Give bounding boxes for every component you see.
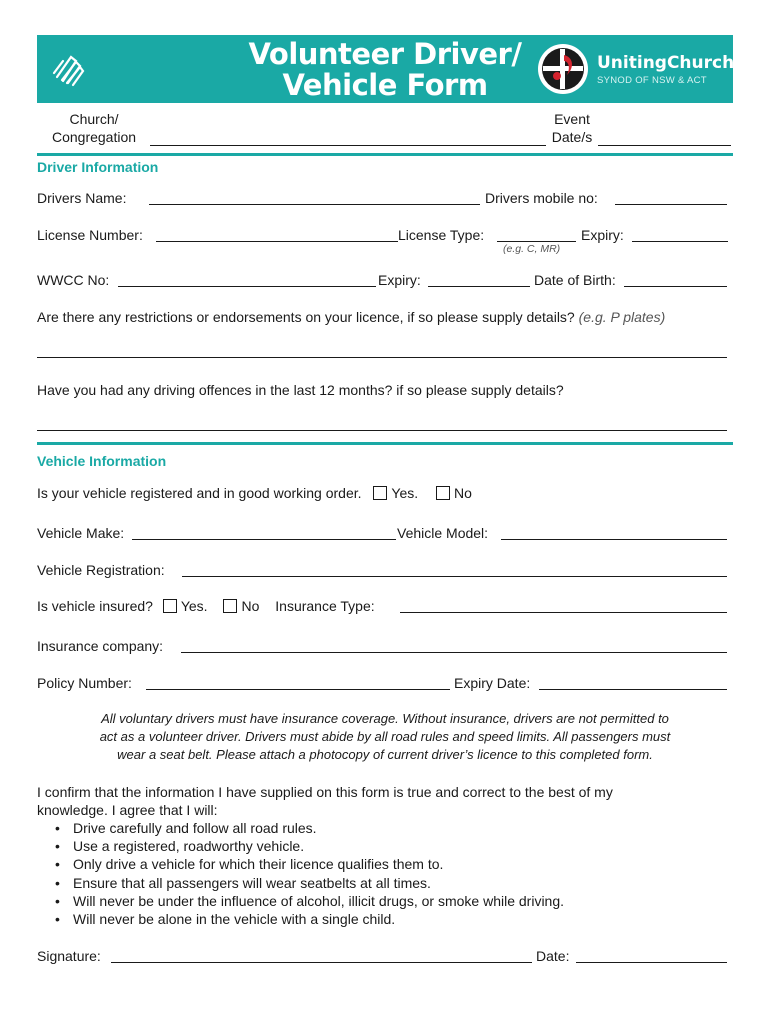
- form-header: [37, 35, 733, 103]
- insured-yes-checkbox[interactable]: [163, 599, 177, 613]
- license-number-label: License Number:: [37, 227, 143, 243]
- brand-name: UnitingChurch: [597, 53, 735, 73]
- insured-no-checkbox[interactable]: [223, 599, 237, 613]
- license-type-field[interactable]: [497, 241, 576, 242]
- list-item: • Will never be alone in the vehicle with a single child.: [55, 910, 564, 928]
- drivers-mobile-label: Drivers mobile no:: [485, 190, 598, 206]
- expiry-date-field[interactable]: [539, 689, 727, 690]
- uniting-church-emblem-icon: [537, 43, 589, 95]
- insured-no-label: No: [241, 598, 260, 614]
- driver-section-title: Driver Information: [37, 159, 159, 175]
- church-label-line1: Church/: [69, 111, 119, 127]
- restrictions-question-text: Are there any restrictions or endorsements on your licence, if so please supply details?: [37, 309, 575, 325]
- church-label-line2: Congregation: [51, 129, 137, 145]
- event-label-line1: Event: [554, 111, 590, 127]
- license-type-hint: (e.g. C, MR): [503, 243, 561, 255]
- restrictions-details-field[interactable]: [37, 357, 727, 358]
- insured-yes-label: Yes.: [180, 598, 208, 614]
- vehicle-registration-label: Vehicle Registration:: [37, 562, 165, 578]
- registered-question-row: [37, 484, 472, 502]
- restrictions-question: [37, 308, 665, 326]
- insurance-company-label: Insurance company:: [37, 638, 164, 654]
- license-type-label: License Type:: [398, 227, 485, 243]
- insurance-note-line1: All voluntary drivers must have insurance coverage. Without insurance, drivers are not permitted to: [101, 711, 669, 726]
- wwcc-expiry-label: Expiry:: [378, 272, 421, 288]
- registered-no-checkbox[interactable]: [436, 486, 450, 500]
- dob-field[interactable]: [624, 286, 727, 287]
- date-field[interactable]: [576, 962, 727, 963]
- confirmation-line1: I confirm that the information I have supplied on this form is true and correct to the best of my: [37, 784, 613, 800]
- registered-yes-label: Yes.: [391, 485, 419, 501]
- wwcc-expiry-field[interactable]: [428, 286, 530, 287]
- drivers-name-field[interactable]: [149, 204, 480, 205]
- vehicle-model-label: Vehicle Model:: [397, 525, 489, 541]
- vehicle-model-field[interactable]: [501, 539, 727, 540]
- license-number-field[interactable]: [156, 241, 398, 242]
- uniting-church-logo: [537, 43, 735, 95]
- offences-question: Have you had any driving offences in the last 12 months? if so please supply details?: [37, 382, 564, 398]
- signature-label: Signature:: [37, 948, 101, 964]
- date-label: Date:: [536, 948, 570, 964]
- event-label-line2: Date/s: [551, 129, 593, 145]
- insured-question-row: [37, 597, 375, 615]
- vehicle-section-title: Vehicle Information: [37, 453, 167, 469]
- offences-details-field[interactable]: [37, 430, 727, 431]
- event-label: [546, 110, 598, 146]
- list-item: • Will never be under the influence of alcohol, illicit drugs, or smoke while driving.: [55, 892, 564, 910]
- insured-question: Is vehicle insured?: [37, 598, 153, 614]
- confirmation-statement: [37, 783, 727, 819]
- event-dates-field[interactable]: [598, 145, 731, 146]
- church-congregation-field[interactable]: [150, 145, 546, 146]
- insurance-note: [60, 710, 710, 764]
- insurance-company-field[interactable]: [181, 652, 727, 653]
- drivers-mobile-field[interactable]: [615, 204, 727, 205]
- registered-question: Is your vehicle registered and in good working order.: [37, 485, 362, 501]
- form-title-line2: Vehicle Form: [282, 68, 488, 102]
- drivers-name-label: Drivers Name:: [37, 190, 127, 206]
- section-divider: [37, 153, 733, 156]
- registered-no-label: No: [454, 485, 472, 501]
- signature-field[interactable]: [111, 962, 532, 963]
- insurance-type-field[interactable]: [400, 612, 727, 613]
- insurance-type-label: Insurance Type:: [275, 598, 375, 614]
- list-item: • Use a registered, roadworthy vehicle.: [55, 837, 564, 855]
- driver-commitments-list: [55, 819, 564, 928]
- section-divider: [37, 442, 733, 445]
- brand-subtitle: SYNOD OF NSW & ACT: [597, 75, 707, 86]
- vehicle-registration-field[interactable]: [182, 576, 727, 577]
- wwcc-field[interactable]: [118, 286, 376, 287]
- confirmation-line2: knowledge. I agree that I will:: [37, 802, 218, 818]
- vehicle-make-field[interactable]: [132, 539, 396, 540]
- vehicle-make-label: Vehicle Make:: [37, 525, 125, 541]
- list-item: • Ensure that all passengers will wear seatbelts at all times.: [55, 874, 564, 892]
- list-item: • Drive carefully and follow all road rules.: [55, 819, 564, 837]
- registered-yes-checkbox[interactable]: [373, 486, 387, 500]
- policy-number-label: Policy Number:: [37, 675, 132, 691]
- policy-number-field[interactable]: [146, 689, 450, 690]
- restrictions-hint: (e.g. P plates): [578, 309, 666, 325]
- wwcc-label: WWCC No:: [37, 272, 110, 288]
- insurance-note-line3: wear a seat belt. Please attach a photocopy of current driver’s licence to this completed form.: [117, 747, 653, 762]
- form-title-line1: Volunteer Driver/: [248, 37, 522, 71]
- expiry-date-label: Expiry Date:: [454, 675, 531, 691]
- insurance-note-line2: act as a volunteer driver. Drivers must abide by all road rules and speed limits. All passengers must: [99, 729, 671, 744]
- license-expiry-label: Expiry:: [581, 227, 624, 243]
- license-expiry-field[interactable]: [632, 241, 728, 242]
- dob-label: Date of Birth:: [534, 272, 616, 288]
- list-item: • Only drive a vehicle for which their licence qualifies them to.: [55, 855, 564, 873]
- church-label: [44, 110, 144, 146]
